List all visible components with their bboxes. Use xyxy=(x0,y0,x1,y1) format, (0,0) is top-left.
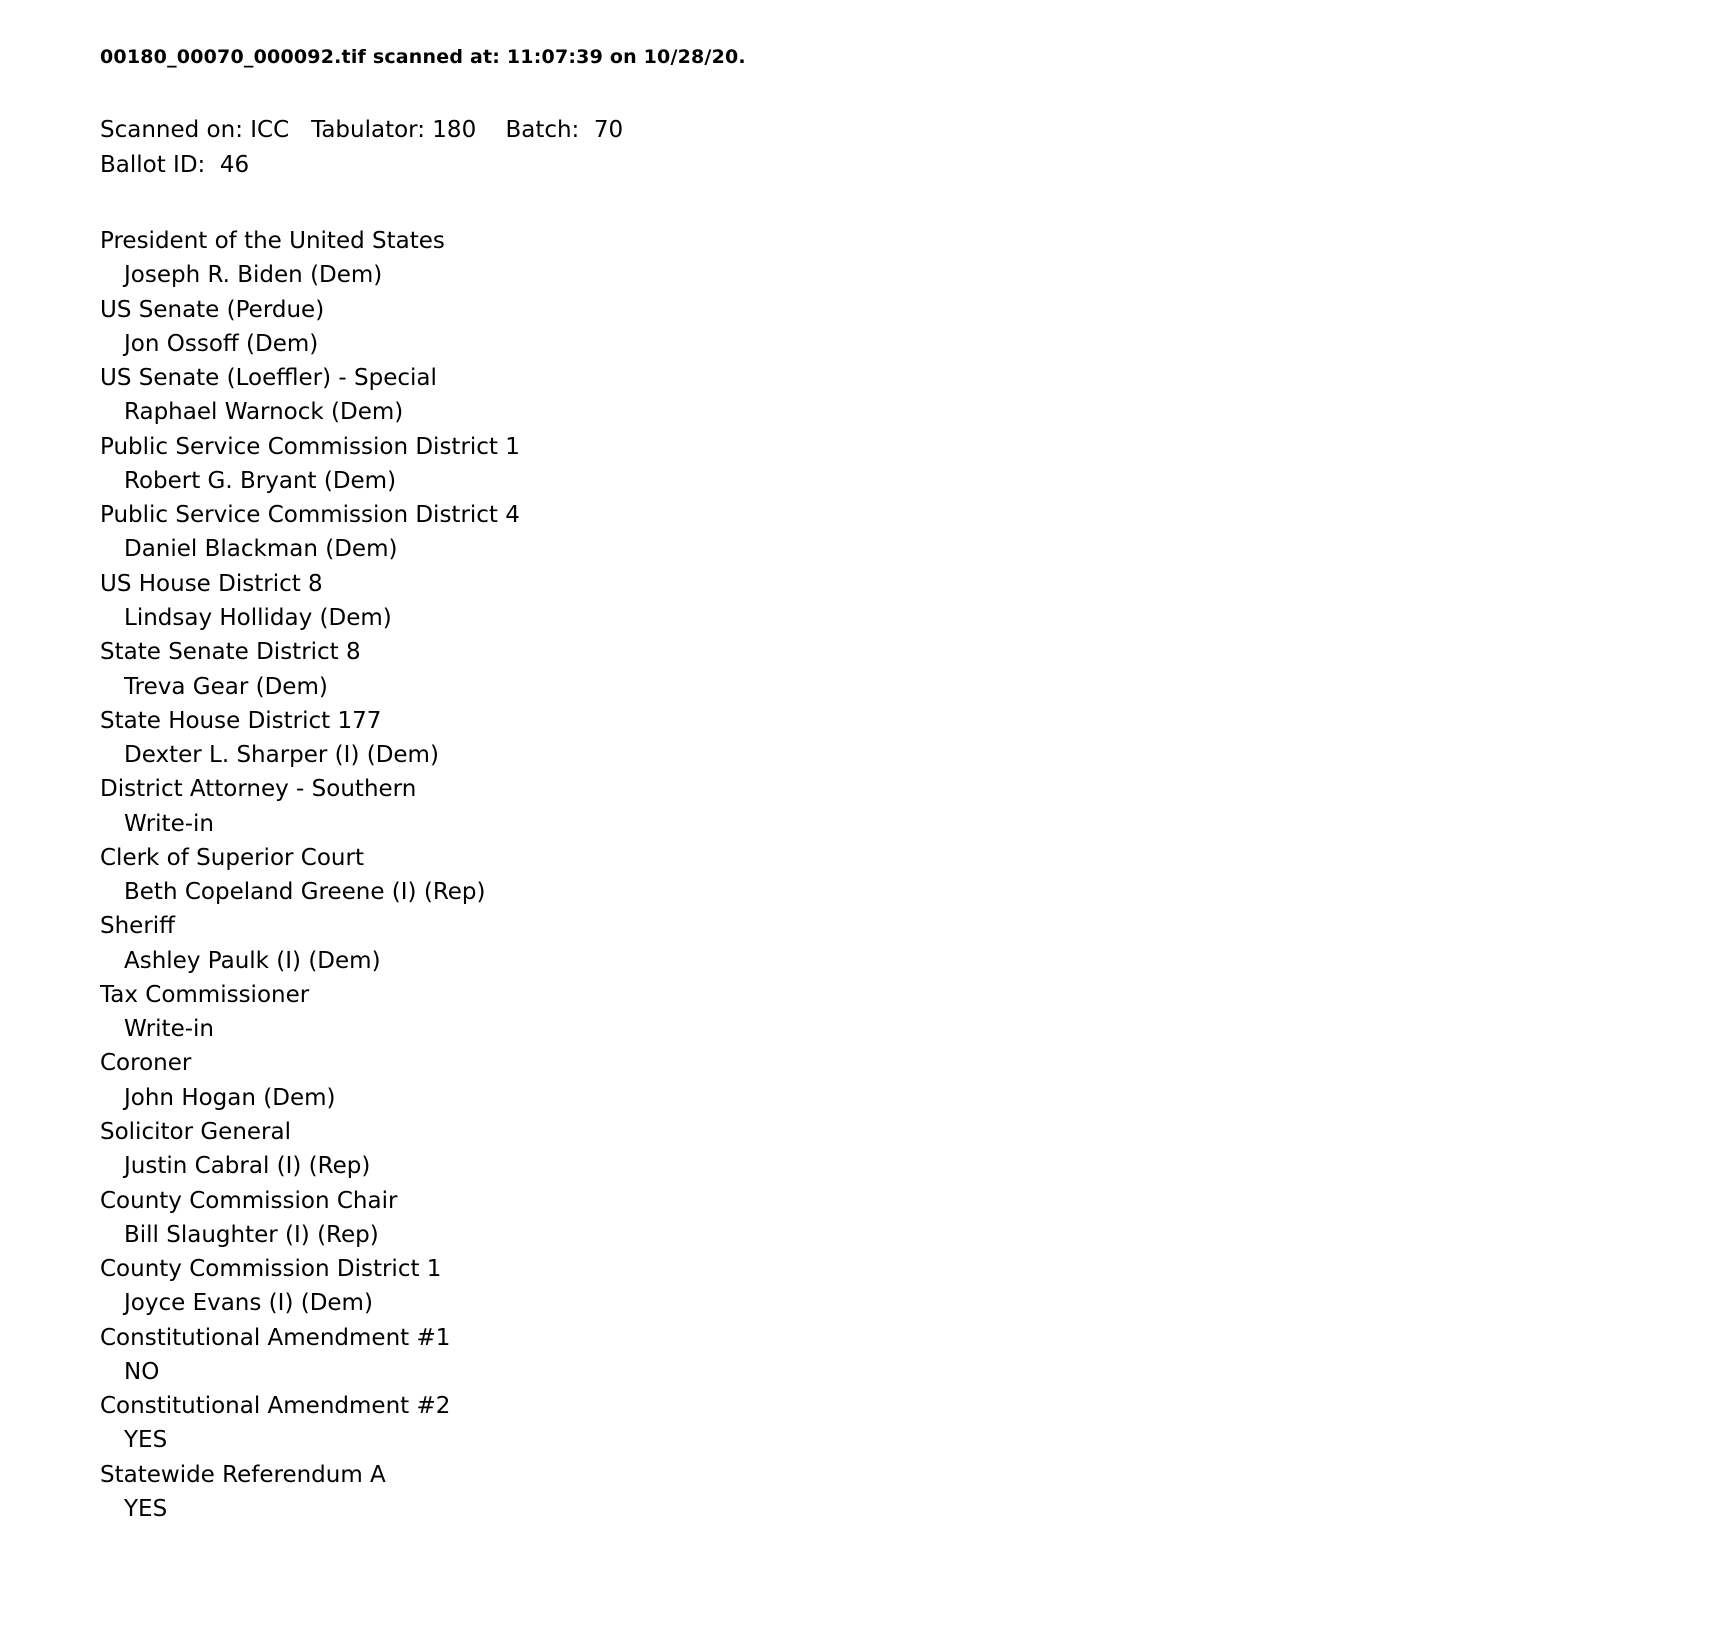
contest-selection: YES xyxy=(124,1495,168,1522)
contest-selection: Jon Ossoff (Dem) xyxy=(124,330,319,357)
contest-title: Sheriff xyxy=(100,913,176,940)
contest-item xyxy=(100,772,1716,841)
scanned-on-line: Scanned on: ICC Tabulator: 180 Batch: 70 xyxy=(100,116,624,143)
contest-selection: Ashley Paulk (I) (Dem) xyxy=(124,947,381,974)
contest-title: US House District 8 xyxy=(100,570,323,597)
contest-title: US Senate (Loeffler) - Special xyxy=(100,365,437,392)
contest-title: State House District 177 xyxy=(100,707,382,734)
contest-selection: Daniel Blackman (Dem) xyxy=(124,536,398,563)
contest-title: Clerk of Superior Court xyxy=(100,844,364,871)
contest-title: County Commission Chair xyxy=(100,1187,398,1214)
contest-selection: Justin Cabral (I) (Rep) xyxy=(124,1153,371,1180)
contest-item xyxy=(100,1458,1716,1527)
contest-title: Public Service Commission District 4 xyxy=(100,502,520,529)
contest-selection: John Hogan (Dem) xyxy=(124,1084,336,1111)
contest-title: Coroner xyxy=(100,1050,192,1077)
contest-selection: Raphael Warnock (Dem) xyxy=(124,399,404,426)
contest-selection: NO xyxy=(124,1358,160,1385)
contest-title: Constitutional Amendment #1 xyxy=(100,1324,451,1351)
contest-selection: YES xyxy=(124,1427,168,1454)
contest-title: Constitutional Amendment #2 xyxy=(100,1393,451,1420)
contest-item xyxy=(100,361,1716,430)
contest-item xyxy=(100,1252,1716,1321)
scan-file-line: 00180_00070_000092.tif scanned at: 11:07:39 on 10/28/20. xyxy=(100,46,746,68)
scan-metadata xyxy=(100,113,1716,184)
contest-selection: Joyce Evans (I) (Dem) xyxy=(124,1290,373,1317)
contest-item xyxy=(100,978,1716,1047)
contest-selection: Beth Copeland Greene (I) (Rep) xyxy=(124,879,486,906)
contest-title: Tax Commissioner xyxy=(100,981,310,1008)
ballot-id-line: Ballot ID: 46 xyxy=(100,152,250,179)
contest-item xyxy=(100,224,1716,293)
contest-item xyxy=(100,430,1716,499)
contest-title: State Senate District 8 xyxy=(100,639,361,666)
contest-title: President of the United States xyxy=(100,228,445,255)
contest-item xyxy=(100,1115,1716,1184)
contest-item xyxy=(100,498,1716,567)
contest-selection: Write-in xyxy=(124,810,214,837)
contest-title: US Senate (Perdue) xyxy=(100,296,325,323)
contest-selection: Joseph R. Biden (Dem) xyxy=(124,262,383,289)
contest-selection: Dexter L. Sharper (I) (Dem) xyxy=(124,742,439,769)
contest-item xyxy=(100,909,1716,978)
contest-item xyxy=(100,567,1716,636)
contest-item xyxy=(100,1321,1716,1390)
contest-title: District Attorney - Southern xyxy=(100,776,417,803)
contest-title: Solicitor General xyxy=(100,1118,291,1145)
contest-item xyxy=(100,293,1716,362)
contest-selection: Lindsay Holliday (Dem) xyxy=(124,605,392,631)
contest-item xyxy=(100,704,1716,773)
contest-item xyxy=(100,841,1716,910)
contest-item xyxy=(100,1046,1716,1115)
contest-title: Public Service Commission District 1 xyxy=(100,433,520,460)
contest-item xyxy=(100,1184,1716,1253)
contest-item xyxy=(100,1389,1716,1458)
contest-selection: Write-in xyxy=(124,1016,214,1043)
contest-title: County Commission District 1 xyxy=(100,1256,442,1283)
contest-selection: Treva Gear (Dem) xyxy=(124,673,328,700)
contest-title: Statewide Referendum A xyxy=(100,1461,386,1488)
contest-selection: Bill Slaughter (I) (Rep) xyxy=(124,1221,379,1248)
contest-list xyxy=(100,224,1716,1526)
contest-selection: Robert G. Bryant (Dem) xyxy=(124,467,397,494)
contest-item xyxy=(100,635,1716,704)
